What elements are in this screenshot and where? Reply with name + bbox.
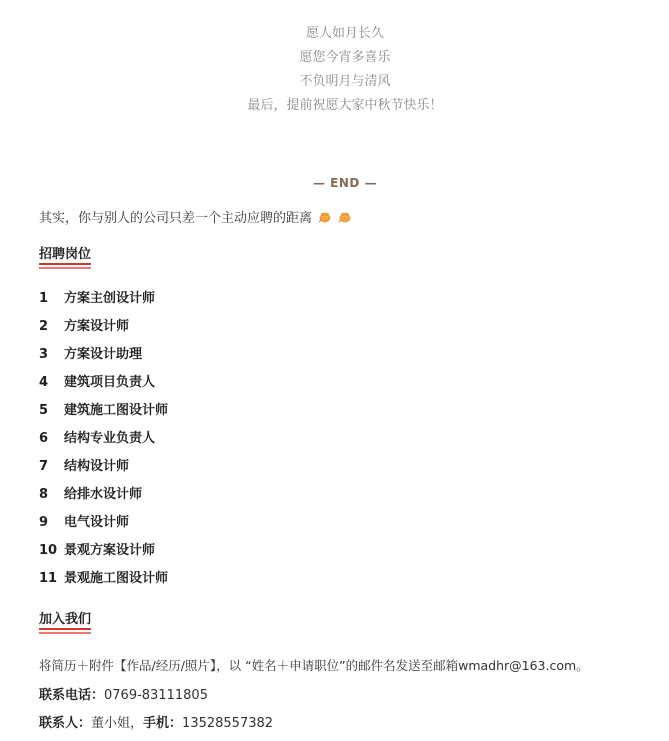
job-list xyxy=(39,290,168,598)
job-item xyxy=(39,402,168,430)
job-item xyxy=(39,318,168,346)
job-name: 方案主创设计师 xyxy=(64,291,156,306)
fist-bump-icon xyxy=(338,210,352,224)
job-name: 方案设计助理 xyxy=(64,347,143,362)
job-number: 9 xyxy=(39,515,49,530)
job-name: 给排水设计师 xyxy=(64,487,143,502)
poem-line: 愿您今宵多喜乐 xyxy=(299,50,391,65)
job-item xyxy=(39,570,168,598)
job-item xyxy=(39,458,168,486)
recruit-title-underline xyxy=(39,263,91,269)
job-number: 1 xyxy=(39,291,49,306)
phone-value: 0769-83111805 xyxy=(104,688,208,703)
job-name: 景观施工图设计师 xyxy=(64,571,169,586)
job-item xyxy=(39,514,168,542)
contact-name: 董小姐， xyxy=(91,716,144,731)
job-name: 建筑项目负责人 xyxy=(64,375,156,390)
job-number: 2 xyxy=(39,319,49,334)
intro-text-row xyxy=(39,207,352,226)
application-instruction: 将简历＋附件【作品/经历/照片】，以 “姓名＋申请职位”的邮件名发送至邮箱wmadhr@163.com。 xyxy=(39,658,589,673)
phone-row xyxy=(39,684,208,703)
mobile-label: 手机： xyxy=(143,716,183,731)
job-number: 5 xyxy=(39,403,49,418)
end-marker: — END — xyxy=(312,176,378,190)
mobile-value: 13528557382 xyxy=(182,716,274,731)
job-item xyxy=(39,486,168,514)
job-item xyxy=(39,430,168,458)
recruit-section-title: 招聘岗位 xyxy=(39,247,92,262)
job-number: 8 xyxy=(39,487,49,502)
job-number: 6 xyxy=(39,431,49,446)
job-item xyxy=(39,346,168,374)
job-number: 7 xyxy=(39,459,49,474)
poem-block xyxy=(0,22,669,118)
job-item xyxy=(39,374,168,402)
job-number: 11 xyxy=(39,571,58,586)
phone-label: 联系电话： xyxy=(39,688,105,703)
contact-label: 联系人： xyxy=(39,716,92,731)
job-name: 结构设计师 xyxy=(64,459,130,474)
job-name: 景观方案设计师 xyxy=(64,543,156,558)
fist-bump-icon xyxy=(318,210,332,224)
poem-line: 不负明月与清风 xyxy=(299,74,391,89)
job-number: 4 xyxy=(39,375,49,390)
poem-line: 最后，提前祝愿大家中秋节快乐！ xyxy=(247,98,443,113)
job-item xyxy=(39,542,168,570)
intro-text: 其实，你与别人的公司只差一个主动应聘的距离 xyxy=(39,211,313,226)
join-title-underline xyxy=(39,628,91,634)
job-name: 建筑施工图设计师 xyxy=(64,403,169,418)
contact-row xyxy=(39,712,273,731)
job-item xyxy=(39,290,168,318)
job-name: 结构专业负责人 xyxy=(64,431,156,446)
poem-line: 愿人如月长久 xyxy=(305,26,384,41)
job-number: 3 xyxy=(39,347,49,362)
job-name: 电气设计师 xyxy=(64,515,130,530)
job-number: 10 xyxy=(39,543,58,558)
join-section-title: 加入我们 xyxy=(39,612,92,627)
job-name: 方案设计师 xyxy=(64,319,130,334)
